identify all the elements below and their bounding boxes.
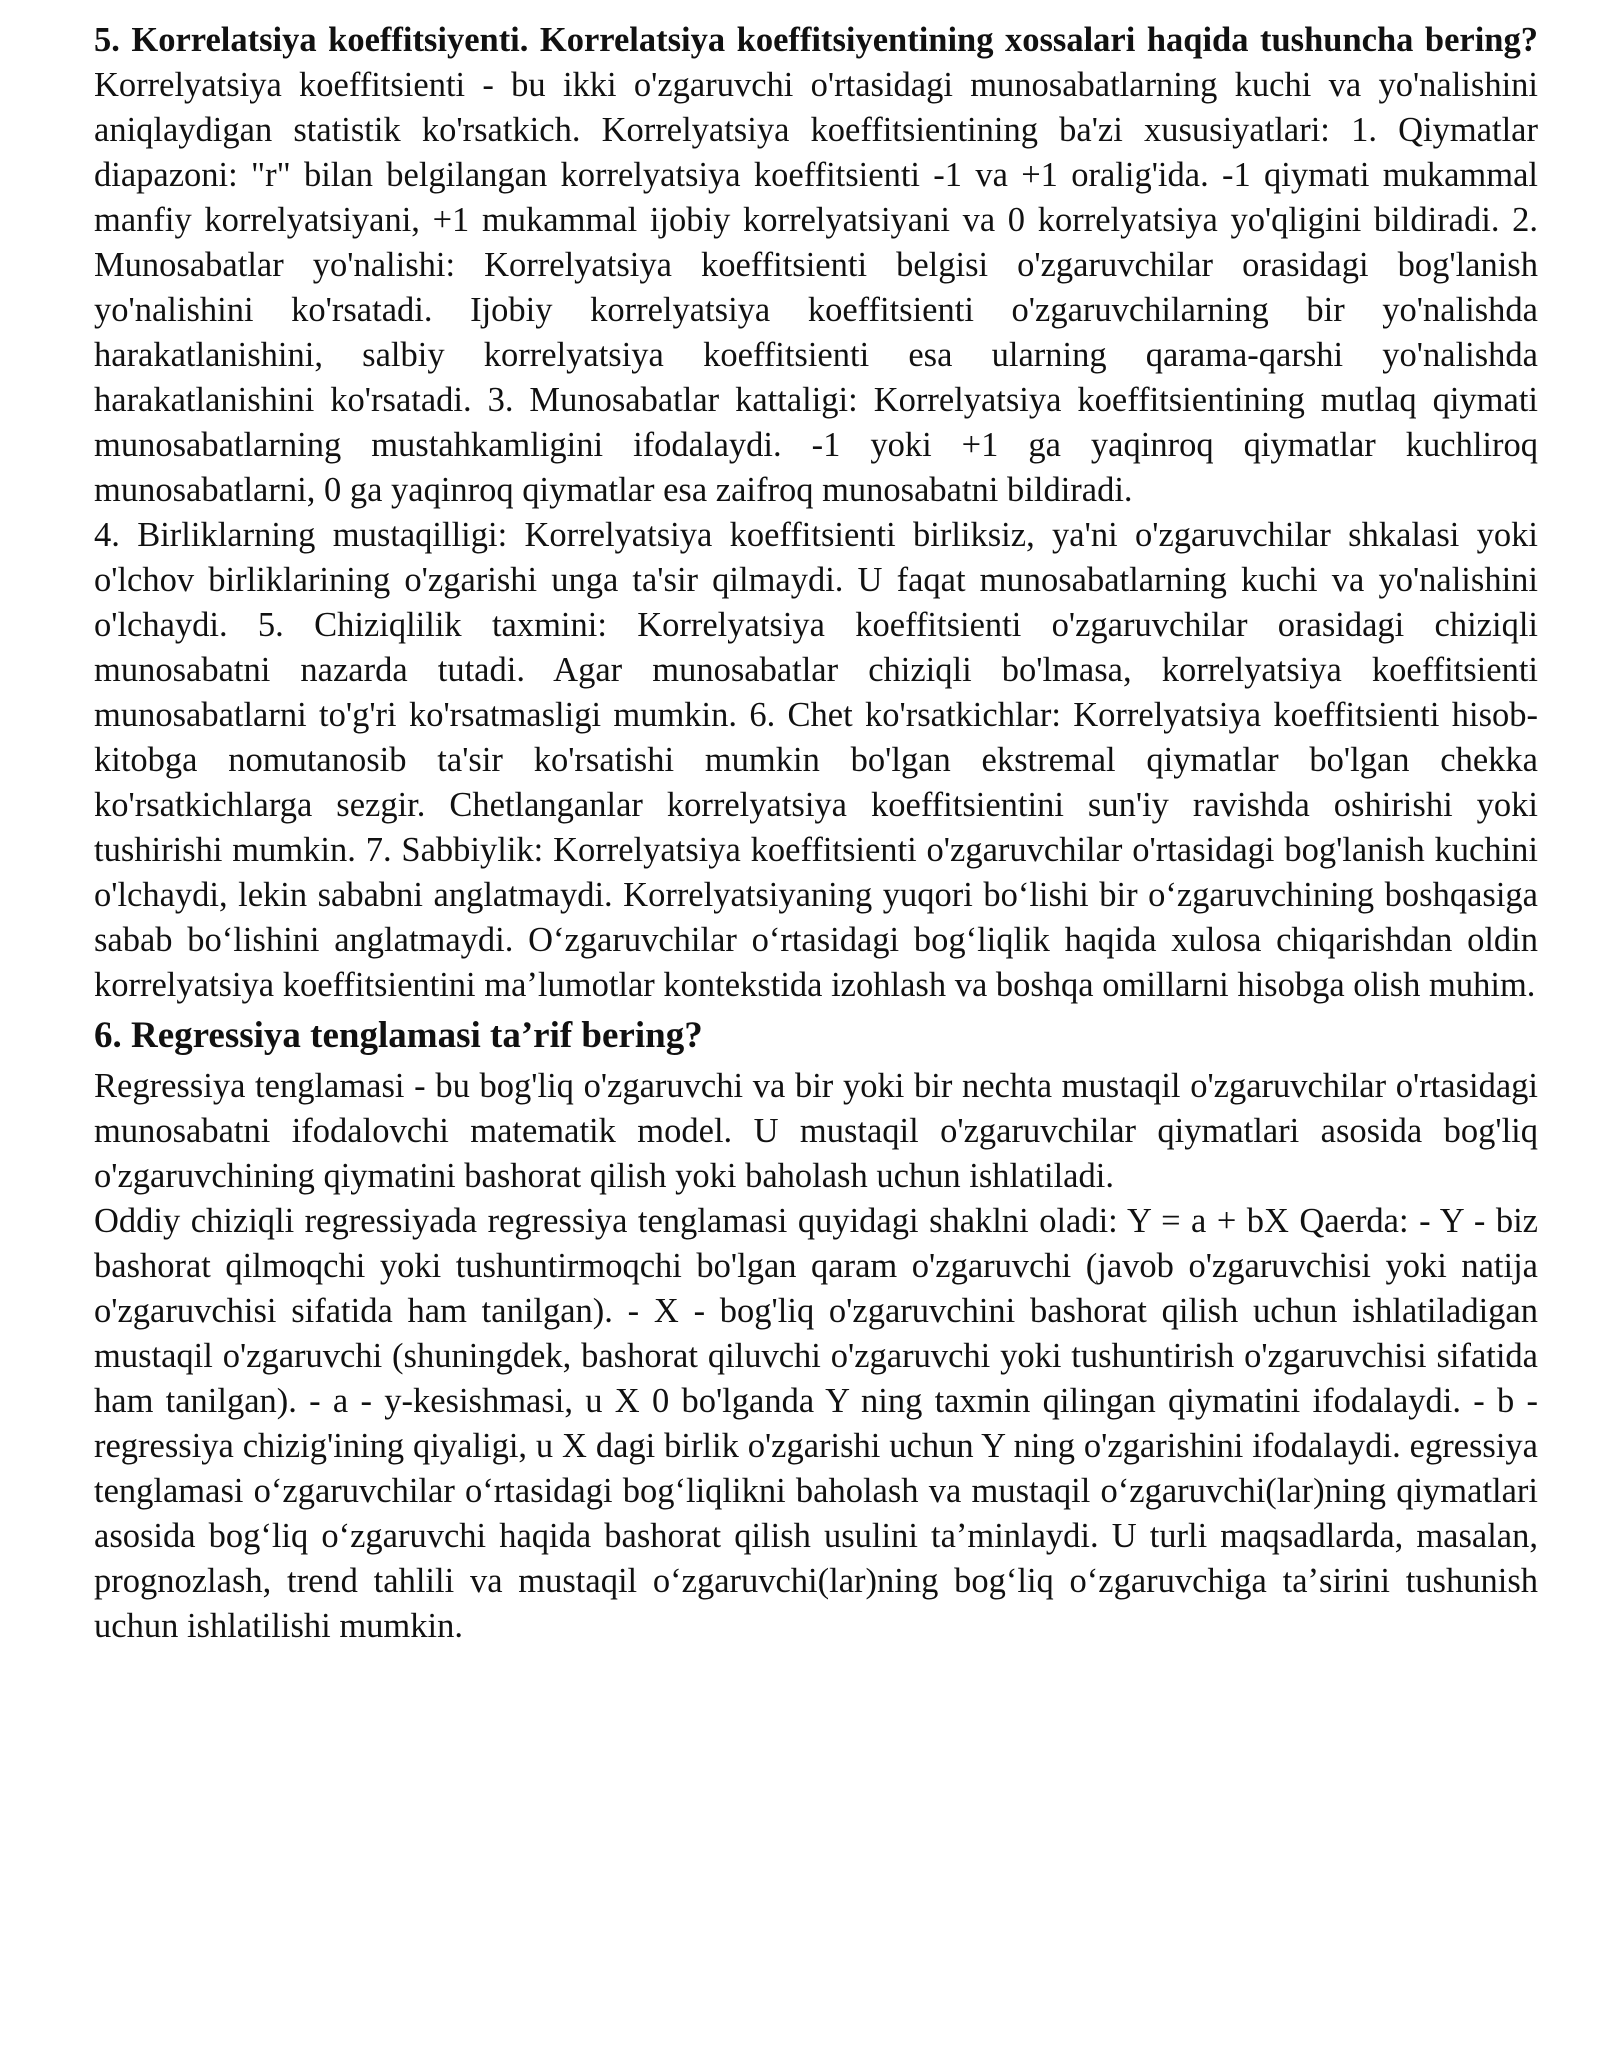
section-5-paragraph-2: 4. Birliklarning mustaqilligi: Korrelyatsiya koeffitsienti birliksiz, ya'ni o'zgaruvchilar shkalasi yoki o'lchov birliklarining o'zgarishi unga ta'sir qilmaydi. U faqat munosabatlarning kuchi va yo'nalishini o'lchaydi. 5. Chiziqlilik taxmini: Korrelyatsiya koeffitsienti o'zgaruvchilar orasidagi chiziqli munosabatni nazarda tutadi. Agar munosabatlar chiziqli bo'lmasa, korrelyatsiya koeffitsienti munosabatlarni to'g'ri ko'rsatmasligi mumkin. 6. Chet ko'rsatkichlar: Korrelyatsiya koeffitsienti hisob-kitobga nomutanosib ta'sir ko'rsatishi mumkin bo'lgan ekstremal qiymatlar bo'lgan chekka ko'rsatkichlarga sezgir. Chetlanganlar korrelyatsiya koeffitsientini sun'iy ravishda oshirishi yoki tushirishi mumkin. 7. Sabbiylik: Korrelyatsiya koeffitsienti o'zgaruvchilar o'rtasidagi bog'lanish kuchini o'lchaydi, lekin sababni anglatmaydi. Korrelyatsiyaning yuqori boʻlishi bir oʻzgaruvchining boshqasiga sabab boʻlishini anglatmaydi. Oʻzgaruvchilar oʻrtasidagi bogʻliqlik haqida xulosa chiqarishdan oldin korrelyatsiya koeffitsientini maʼlumotlar kontekstida izohlash va boshqa omillarni hisobga olish muhim. xyxy=(94,516,1538,1004)
document-page xyxy=(94,18,1538,1649)
section-5-body-1: Korrelyatsiya koeffitsienti - bu ikki o'zgaruvchi o'rtasidagi munosabatlarning kuchi va yo'nalishini aniqlaydigan statistik ko'rsatkich. Korrelyatsiya koeffitsientining ba'zi xususiyatlari: 1. Qiymatlar diapazoni: "r" bilan belgilangan korrelyatsiya koeffitsienti -1 va +1 oralig'ida. -1 qiymati mukammal manfiy korrelyatsiyani, +1 mukammal ijobiy korrelyatsiyani va 0 korrelyatsiya yo'qligini bildiradi. 2. Munosabatlar yo'nalishi: Korrelyatsiya koeffitsienti belgisi o'zgaruvchilar orasidagi bog'lanish yo'nalishini ko'rsatadi. Ijobiy korrelyatsiya koeffitsienti o'zgaruvchilarning bir yo'nalishda harakatlanishini, salbiy korrelyatsiya koeffitsienti esa ularning qarama-qarshi yo'nalishda harakatlanishini ko'rsatadi. 3. Munosabatlar kattaligi: Korrelyatsiya koeffitsientining mutlaq qiymati munosabatlarning mustahkamligini ifodalaydi. -1 yoki +1 ga yaqinroq qiymatlar kuchliroq munosabatlarni, 0 ga yaqinroq qiymatlar esa zaifroq munosabatni bildiradi. xyxy=(94,66,1538,509)
section-5-paragraph-1 xyxy=(94,18,1538,513)
section-6-paragraph-2: Oddiy chiziqli regressiyada regressiya tenglamasi quyidagi shaklni oladi: Y = a + bX Qaerda: - Y - biz bashorat qilmoqchi yoki tushuntirmoqchi bo'lgan qaram o'zgaruvchi (javob o'zgaruvchisi yoki natija o'zgaruvchisi sifatida ham tanilgan). - X - bog'liq o'zgaruvchini bashorat qilish uchun ishlatiladigan mustaqil o'zgaruvchi (shuningdek, bashorat qiluvchi o'zgaruvchi yoki tushuntirish o'zgaruvchisi sifatida ham tanilgan). - a - y-kesishmasi, u X 0 bo'lganda Y ning taxmin qilingan qiymatini ifodalaydi. - b - regressiya chizig'ining qiyaligi, u X dagi birlik o'zgarishi uchun Y ning o'zgarishini ifodalaydi. egressiya tenglamasi oʻzgaruvchilar oʻrtasidagi bogʻliqlikni baholash va mustaqil oʻzgaruvchi(lar)ning qiymatlari asosida bogʻliq oʻzgaruvchi haqida bashorat qilish usulini taʼminlaydi. U turli maqsadlarda, masalan, prognozlash, trend tahlili va mustaqil oʻzgaruvchi(lar)ning bogʻliq oʻzgaruvchiga taʼsirini tushunish uchun ishlatilishi mumkin. xyxy=(94,1202,1538,1645)
section-5-heading: 5. Korrelatsiya koeffitsiyenti. Korrelatsiya koeffitsiyentining xossalari haqida tushuncha bering? xyxy=(94,21,1538,59)
section-6-heading: 6. Regressiya tenglamasi ta’rif bering? xyxy=(94,1015,703,1056)
section-6-paragraph-1: Regressiya tenglamasi - bu bog'liq o'zgaruvchi va bir yoki bir nechta mustaqil o'zgaruvchilar o'rtasidagi munosabatni ifodalovchi matematik model. U mustaqil o'zgaruvchilar qiymatlari asosida bog'liq o'zgaruvchining qiymatini bashorat qilish yoki baholash uchun ishlatiladi. xyxy=(94,1067,1538,1195)
